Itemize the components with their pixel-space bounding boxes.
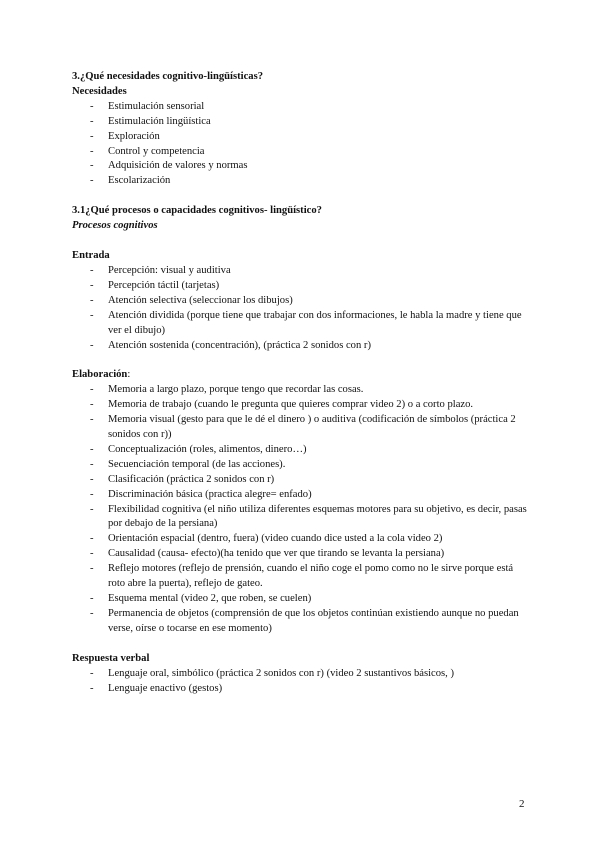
dash-bullet: - [90, 130, 94, 142]
dash-bullet: - [90, 503, 94, 515]
dash-bullet: - [90, 548, 94, 560]
cognitive-processes-subtitle: Procesos cognitivos [72, 220, 158, 232]
list-item: - Atención sostenida (concentración), (práctica 2 sonidos con r) [72, 339, 532, 354]
dash-bullet: - [90, 145, 94, 157]
list-item: - Secuenciación temporal (de las acciones). [72, 458, 532, 473]
list-item: - Permanencia de objetos (comprensión de que los objetos continúan existiendo aunque no puedan verse, oírse o tocarse en ese momento) [90, 607, 519, 634]
list-item: - Orientación espacial (dentro, fuera) (video cuando dice usted a la cola video 2) [72, 532, 532, 547]
dash-bullet: - [90, 160, 94, 172]
needs-subtitle: Necesidades [72, 85, 127, 97]
list-item: - Clasificación (práctica 2 sonidos con r) [72, 473, 532, 488]
dash-bullet: - [90, 533, 94, 545]
list-item: - Adquisición de valores y normas [72, 159, 532, 174]
dash-bullet: - [90, 443, 94, 455]
spacer [72, 637, 532, 652]
dash-bullet: - [90, 682, 94, 694]
elaboracion-list [72, 383, 532, 636]
spacer [72, 234, 532, 249]
dash-bullet: - [90, 667, 94, 679]
spacer [72, 189, 532, 204]
dash-bullet: - [90, 399, 94, 411]
list-item: - Flexibilidad cognitiva (el niño utiliza diferentes esquemas motores para su objetivo, es decir, pasas por debajo de la persiana) [90, 503, 527, 530]
dash-bullet: - [90, 473, 94, 485]
dash-bullet: - [90, 593, 94, 604]
list-item: - Memoria de trabajo (cuando le pregunta que quieres comprar video 2) o a corto plazo. [72, 398, 532, 413]
dash-bullet: - [90, 563, 94, 575]
entrada-heading: Entrada [72, 250, 110, 262]
list-item: - Esquema mental (video 2, que roben, se cuelen) [72, 592, 532, 607]
dash-bullet: - [90, 279, 94, 291]
list-item: - Estimulación lingüística [72, 115, 532, 130]
dash-bullet: - [90, 607, 94, 619]
dash-bullet: - [90, 384, 94, 396]
list-item: - Conceptualización (roles, alimentos, dinero…) [72, 443, 532, 458]
list-item: - Percepción: visual y auditiva [72, 264, 532, 279]
dash-bullet: - [90, 309, 94, 321]
dash-bullet: - [90, 414, 94, 426]
spacer [72, 353, 532, 368]
list-item: - Lenguaje oral, simbólico (práctica 2 sonidos con r) (video 2 sustantivos básicos, ) [72, 667, 532, 682]
needs-list [72, 100, 532, 189]
page-number: 2 [519, 798, 525, 810]
dash-bullet: - [90, 175, 94, 187]
respuesta-list [72, 667, 532, 697]
elaboracion-heading: Elaboración: [72, 369, 131, 381]
section-3-1-title: 3.1¿Qué procesos o capacidades cognitivos- lingüístico? [72, 205, 322, 217]
respuesta-verbal-heading: Respuesta verbal [72, 652, 150, 664]
dash-bullet: - [90, 264, 94, 276]
list-item: - Reflejo motores (reflejo de prensión, cuando el niño coge el pomo como no le sirve porque está roto abre la puerta), reflejo de gateo. [90, 563, 514, 590]
dash-bullet: - [90, 339, 94, 351]
dash-bullet: - [90, 100, 94, 112]
list-item: - Atención selectiva (seleccionar los dibujos) [72, 294, 532, 309]
list-item: - Control y competencia [72, 145, 532, 160]
dash-bullet: - [90, 294, 94, 306]
list-item: - Causalidad (causa- efecto)(ha tenido que ver que tirando se levanta la persiana) [72, 547, 532, 562]
list-item: - Escolarización [72, 174, 532, 189]
list-item: - Memoria visual (gesto para que le dé el dinero ) o auditiva (codificación de símbolos (práctica 2 sonidos con r)) [90, 414, 516, 441]
list-item: - Percepción táctil (tarjetas) [72, 279, 532, 294]
document-page [72, 70, 532, 696]
dash-bullet: - [90, 115, 94, 127]
list-item: - Atención dividida (porque tiene que trabajar con dos informaciones, le habla la madre y tiene que ver el dibujo) [90, 309, 522, 336]
list-item: - Memoria a largo plazo, porque tengo que recordar las cosas. [72, 383, 532, 398]
dash-bullet: - [90, 488, 94, 500]
entrada-list [72, 264, 532, 353]
dash-bullet: - [90, 458, 94, 470]
list-item: - Estimulación sensorial [72, 100, 532, 115]
list-item: - Lenguaje enactivo (gestos) [72, 682, 532, 697]
section-3-title: 3.¿Qué necesidades cognitivo-lingüísticas? [72, 71, 263, 82]
list-item: - Exploración [72, 130, 532, 145]
list-item: - Discriminación básica (practica alegre= enfado) [72, 488, 532, 503]
